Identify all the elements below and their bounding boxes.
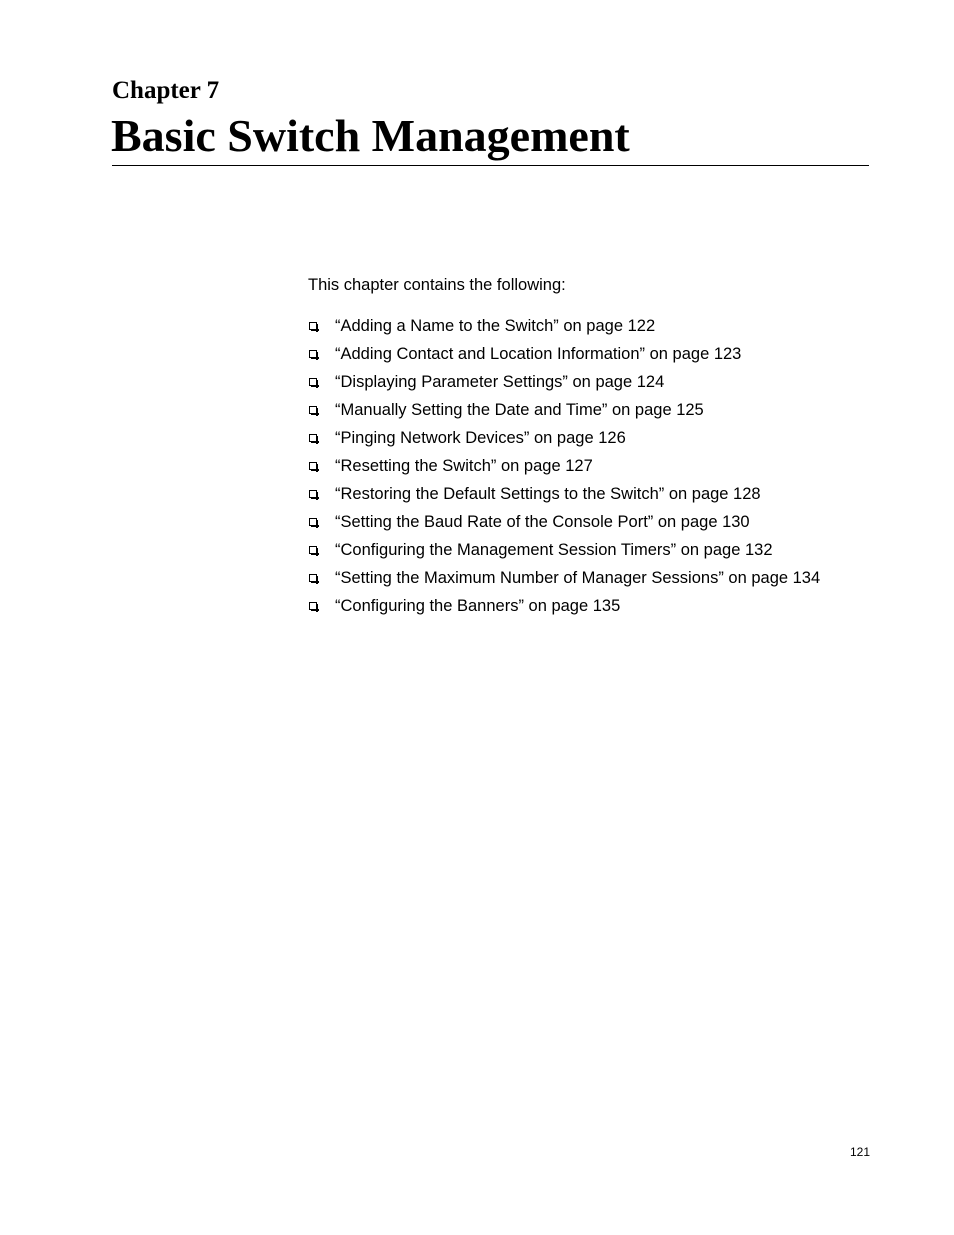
- toc-item-text: “Setting the Baud Rate of the Console Port” on page 130: [335, 513, 750, 531]
- checkbox-bullet-icon: [309, 574, 317, 582]
- checkbox-bullet-icon: [309, 518, 317, 526]
- toc-item[interactable]: [308, 564, 820, 592]
- checkbox-bullet-icon: [309, 546, 317, 554]
- toc-item[interactable]: [308, 424, 820, 452]
- chapter-title: Basic Switch Management: [111, 110, 630, 161]
- chapter-label: Chapter 7: [112, 77, 220, 104]
- toc-item[interactable]: [308, 480, 820, 508]
- toc-item-text: “Manually Setting the Date and Time” on page 125: [335, 401, 704, 419]
- toc-item[interactable]: [308, 312, 820, 340]
- checkbox-bullet-icon: [309, 350, 317, 358]
- checkbox-bullet-icon: [309, 378, 317, 386]
- checkbox-bullet-icon: [309, 490, 317, 498]
- toc-item[interactable]: [308, 340, 820, 368]
- checkbox-bullet-icon: [309, 462, 317, 470]
- toc-item-text: “Adding Contact and Location Information” on page 123: [335, 345, 742, 363]
- toc-item[interactable]: [308, 396, 820, 424]
- toc-item-text: “Configuring the Banners” on page 135: [335, 597, 621, 615]
- toc-item-text: “Pinging Network Devices” on page 126: [335, 429, 626, 447]
- toc-item[interactable]: [308, 508, 820, 536]
- title-divider: [112, 165, 869, 166]
- checkbox-bullet-icon: [309, 322, 317, 330]
- toc-item[interactable]: [308, 592, 820, 620]
- toc-item[interactable]: [308, 368, 820, 396]
- chapter-contents-list: [308, 312, 820, 620]
- toc-item-text: “Restoring the Default Settings to the Switch” on page 128: [335, 485, 761, 503]
- page-number: 121: [850, 1145, 871, 1159]
- checkbox-bullet-icon: [309, 406, 317, 414]
- toc-item[interactable]: [308, 452, 820, 480]
- toc-item-text: “Adding a Name to the Switch” on page 122: [335, 317, 656, 335]
- checkbox-bullet-icon: [309, 602, 317, 610]
- checkbox-bullet-icon: [309, 434, 317, 442]
- toc-item-text: “Setting the Maximum Number of Manager Sessions” on page 134: [335, 569, 821, 587]
- toc-item-text: “Resetting the Switch” on page 127: [335, 457, 593, 475]
- toc-item-text: “Configuring the Management Session Timers” on page 132: [335, 541, 773, 559]
- chapter-intro: This chapter contains the following:: [308, 276, 566, 294]
- toc-item-text: “Displaying Parameter Settings” on page 124: [335, 373, 665, 391]
- toc-item[interactable]: [308, 536, 820, 564]
